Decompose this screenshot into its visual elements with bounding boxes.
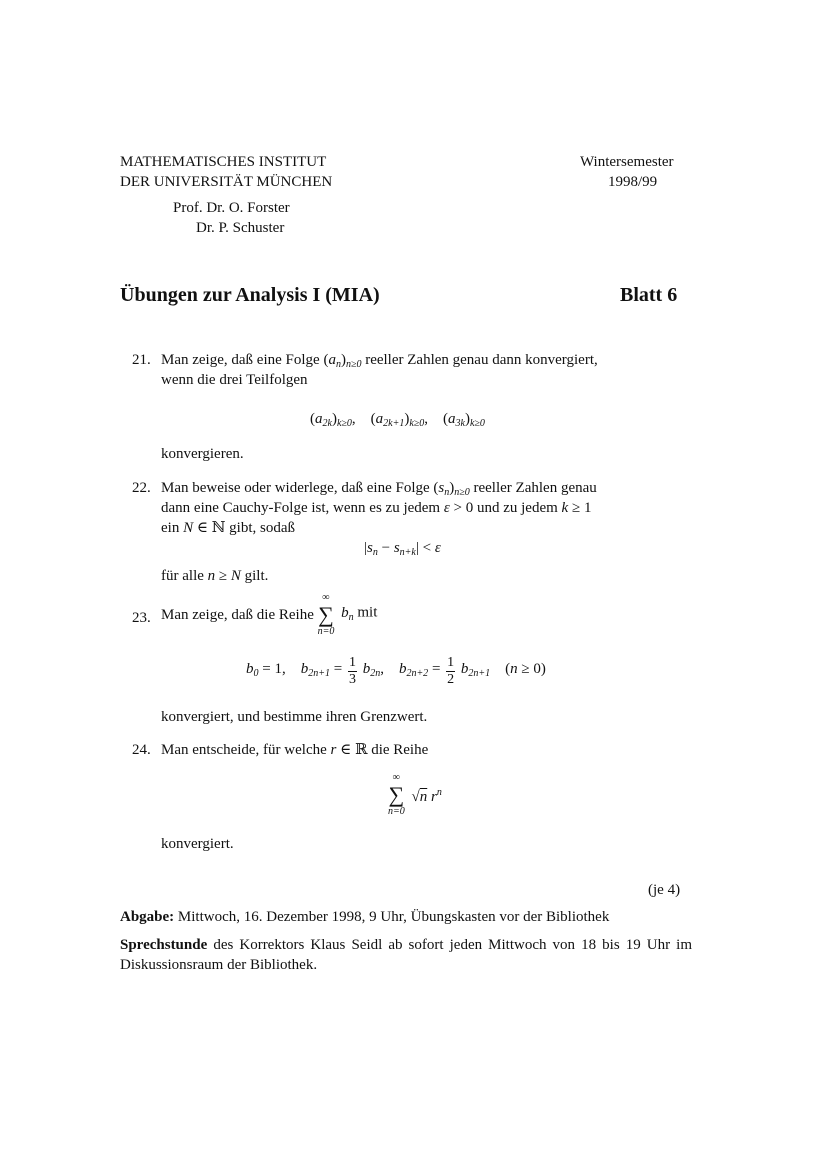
subsequences-formula: $(a_{2k})_{k\ge 0}$, $(a_{2k+1})_{k\ge 0}$, $(a_{3k})_{k\ge 0}$: [310, 411, 485, 429]
exercise-23-conclusion: konvergiert, und bestimme ihren Grenzwert.: [161, 709, 428, 725]
abgabe-label: Abgabe:: [120, 909, 175, 925]
series-formula: ∞ ∑ n=0 √n $r^n$: [388, 772, 442, 817]
institute-line-2: DER UNIVERSITÄT MÜNCHEN: [120, 174, 333, 190]
exercise-22-line-1: Man beweise oder widerlege, daß eine Folge $(s_n)_{n\ge 0}$ reeller Zahlen genau: [161, 480, 597, 498]
exercise-22-line-2: dann eine Cauchy-Folge ist, wenn es zu jedem ε > 0 und zu jedem k ≥ 1: [161, 500, 592, 516]
assistant-name: Dr. P. Schuster: [196, 220, 285, 236]
sprechstunde-text: des Korrektors Klaus Seidl ab sofort jeden Mittwoch von 18 bis 19 Uhr im Diskussionsraum der Bibliothek.: [120, 937, 692, 973]
exercise-21-line-1: Man zeige, daß eine Folge $(a_n)_{n\ge 0}$ reeller Zahlen genau dann konvergiert,: [161, 352, 598, 370]
exercise-number: 24.: [132, 742, 151, 758]
semester-label: Wintersemester: [580, 154, 674, 170]
sprechstunde-paragraph: [120, 935, 692, 975]
sprechstunde-label: Sprechstunde: [120, 937, 208, 953]
sum-symbol: ∞ ∑ n=0: [317, 592, 335, 637]
sum-symbol: ∞ ∑ n=0: [388, 772, 405, 817]
exercise-23-line-1: Man zeige, daß die Reihe ∞ ∑ n=0 $b_n$ mit: [161, 592, 378, 637]
exercise-21-line-2: wenn die drei Teilfolgen: [161, 372, 308, 388]
exercise-number: 22.: [132, 480, 151, 496]
exercise-22-conclusion: für alle n ≥ N gilt.: [161, 568, 269, 584]
exercise-number: 23.: [132, 610, 151, 626]
cauchy-formula: $|s_n - s_{n+k}| < \varepsilon$: [364, 540, 441, 558]
recursion-formula: $b_0 = 1$, $b_{2n+1}$ = $\frac{1}{3}$ $b_{2n}$, $b_{2n+2}$ = $\frac{1}{2}$ $b_{2n+1}$ (n ≥ 0): [246, 655, 546, 687]
abgabe-text: Mittwoch, 16. Dezember 1998, 9 Uhr, Übungskasten vor der Bibliothek: [177, 909, 610, 925]
exercise-21-conclusion: konvergieren.: [161, 446, 244, 462]
abgabe-line: [120, 907, 609, 927]
semester-year: 1998/99: [608, 174, 658, 190]
page-title: Übungen zur Analysis I (MIA): [120, 284, 380, 306]
sheet-number: Blatt 6: [620, 284, 678, 306]
institute-line-1: MATHEMATISCHES INSTITUT: [120, 154, 327, 170]
exercise-22-line-3: ein N ∈ ℕ gibt, sodaß: [161, 520, 296, 536]
points-note: (je 4): [648, 882, 681, 898]
exercise-24-conclusion: konvergiert.: [161, 836, 234, 852]
exercise-number: 21.: [132, 352, 151, 368]
exercise-24-line-1: Man entscheide, für welche r ∈ ℝ die Reihe: [161, 742, 429, 758]
professor-name: Prof. Dr. O. Forster: [173, 200, 290, 216]
